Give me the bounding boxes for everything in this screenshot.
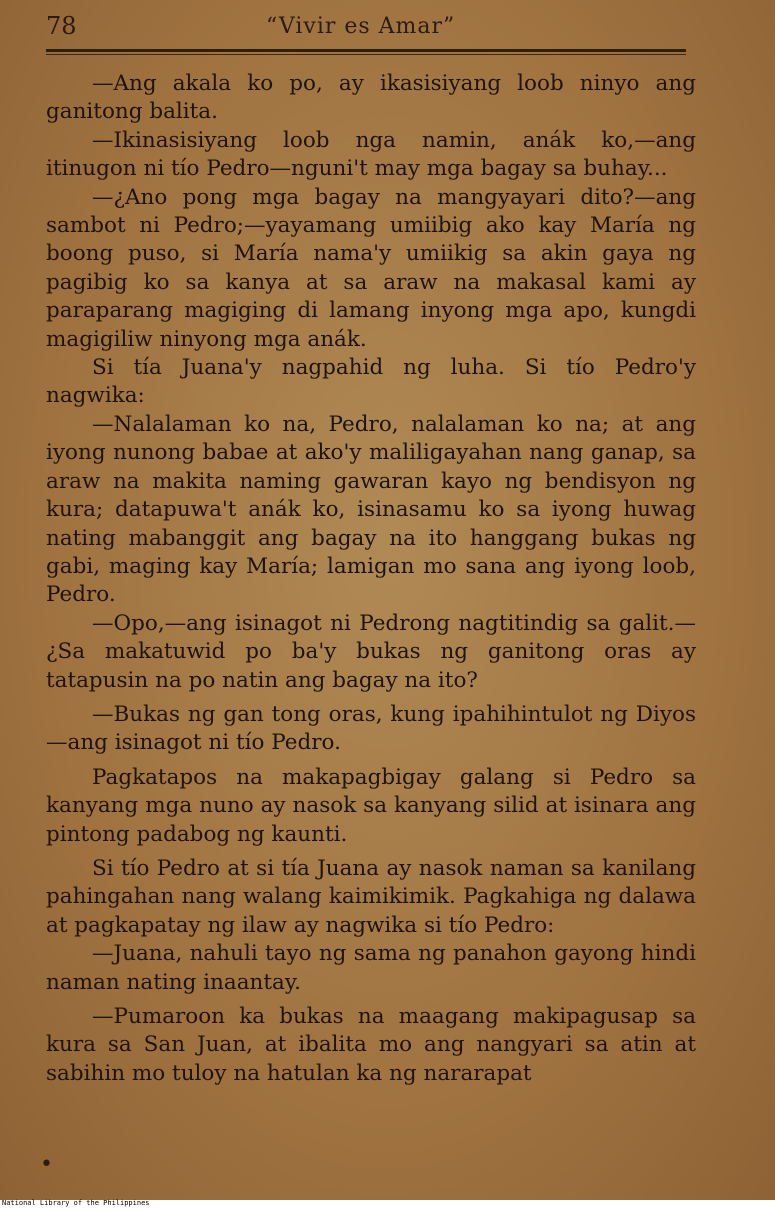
paragraph: Si tío Pedro at si tía Juana ay nasok naman sa kanilang pahingahan nang walang kaimikimik. Pagkahiga ng dalawa at pagkapatay ng ilaw ay nagwika si tío Pedro: [46,855,696,938]
paragraph: —Ang akala ko po, ay ikasisiyang loob ninyo ang ganitong balita. [46,71,696,125]
paragraph: —Opo,—ang isinagot ni Pedrong nagtitindig sa galit.—¿Sa makatuwid po ba'y bukas ng ganitong oras ay tatapusin na po natin ang bagay na ito? [46,610,696,693]
running-title: “Vivir es Amar” [266,14,456,39]
paragraph: —Nalalaman ko na, Pedro, nalalaman ko na; at ang iyong nunong babae at ako'y maliligayahan nang ganap, sa araw na makita naming gawaran kayo ng bendisyon ng kura; datapuwa't anák ko, isinasamu ko sa iyong huwag nating mabanggit ang bagay na ito hanggang bukas ng gabi, maging kay María; lamigan mo sana ang iyong loob, Pedro. [46,411,696,608]
page-number: 78 [46,12,77,40]
paragraph: Pagkatapos na makapagbigay galang si Pedro sa kanyang mga nuno ay nasok sa kanyang silid at isinara ang pintong padabog ng kaunti. [46,764,696,847]
library-credit: National Library of the Philippines [2,1199,150,1207]
paragraph: —Juana, nahuli tayo ng sama ng panahon gayong hindi naman nating inaantay. [46,941,696,995]
paragraph: —¿Ano pong mga bagay na mangyayari dito?—ang sambot ni Pedro;—yayamang umiibig ako kay María ng boong puso, si María nama'y umiikig sa akin gaya ng pagibig ko sa kanya at sa araw na makasal kami ay paraparang magiging di lamang inyong mga apo, kungdi magigiliw ninyong mga anák. [46,184,696,352]
footer-mark: • [40,1152,53,1177]
paragraph: Si tía Juana'y nagpahid ng luha. Si tío Pedro'y nagwika: [46,355,696,409]
paragraph: —Ikinasisiyang loob nga namin, anák ko,—ang itinugon ni tío Pedro—nguni't may mga bagay sa buhay... [46,127,696,182]
paragraph: —Bukas ng gan tong oras, kung ipahihintulot ng Diyos—ang isinagot ni tío Pedro. [46,701,696,756]
header-rule [46,49,686,52]
page-header [46,8,685,48]
header-rule-thin [46,54,686,55]
paragraph: —Pumaroon ka bukas na maagang makipagusap sa kura sa San Juan, at ibalita mo ang nangyari sa atin at sabihin mo tuloy na hatulan ka ng nararapat [46,1004,696,1086]
body-text [46,70,696,1088]
